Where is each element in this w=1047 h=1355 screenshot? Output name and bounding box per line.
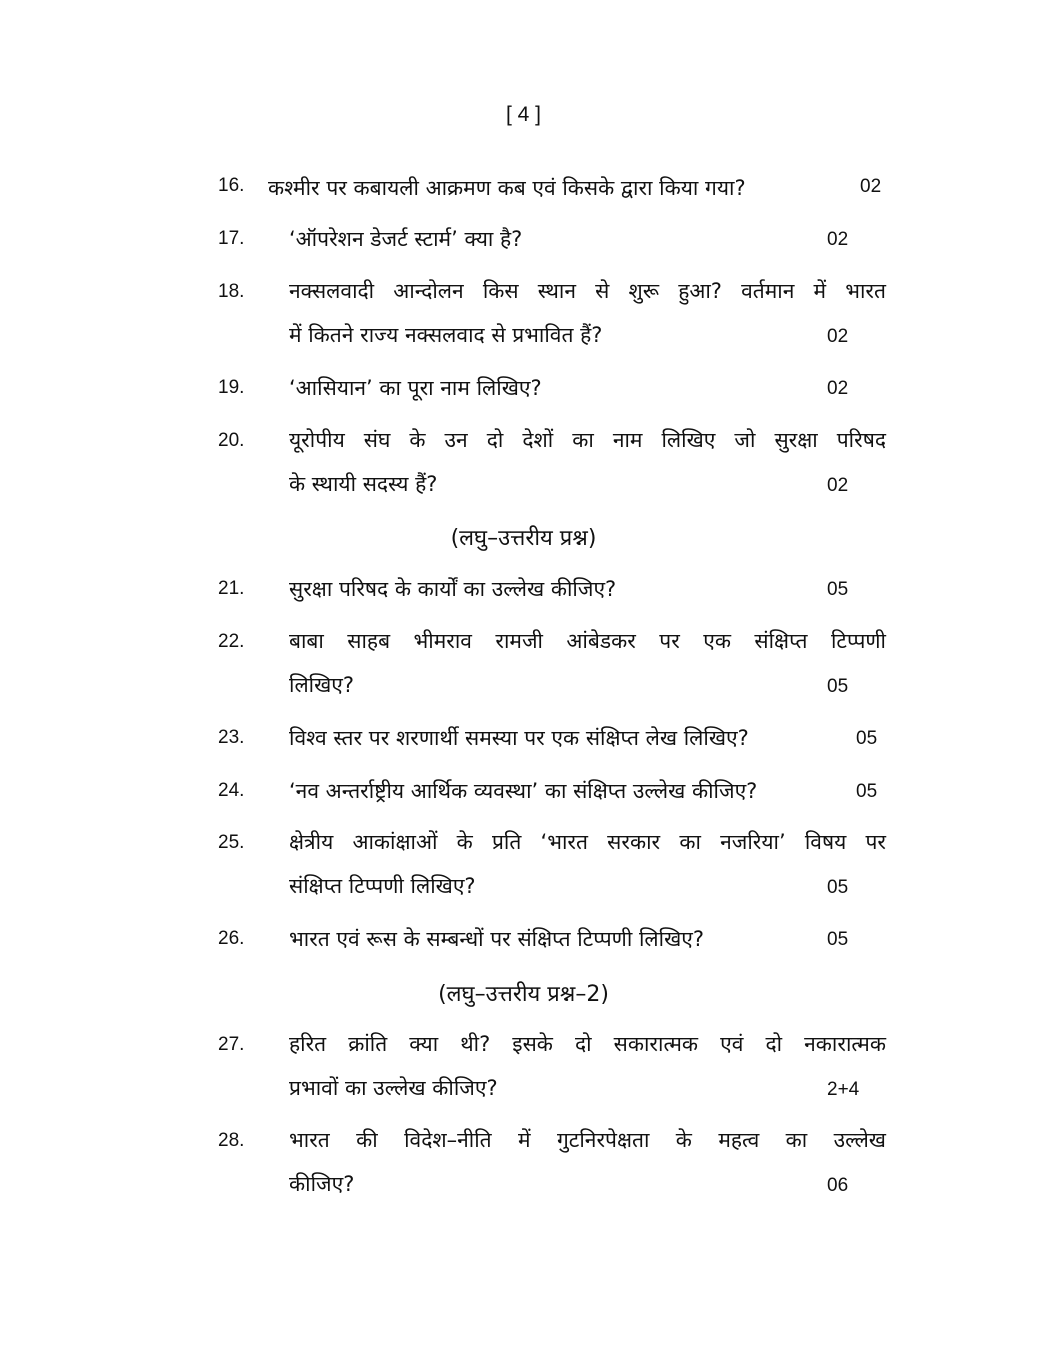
question-text: ‘ऑपरेशन डेजर्ट स्टार्म’ क्या है? [289,227,523,251]
question-number: 18. [218,281,245,302]
question-number: 27. [218,1034,245,1055]
question-number: 19. [218,377,245,398]
question-number: 22. [218,631,245,652]
question-text-line: प्रभावों का उल्लेख कीजिए? [289,1076,498,1100]
question-text-line: भारत की विदेश–नीति में गुटनिरपेक्षता के महत्व का उल्लेख [289,1128,886,1152]
question-text-line: बाबा साहब भीमराव रामजी आंबेडकर पर एक संक्षिप्त टिप्पणी [289,629,886,653]
question-marks: 06 [827,1175,849,1196]
question-marks: 05 [827,929,849,950]
question-marks: 05 [827,877,849,898]
question-number: 25. [218,832,245,853]
question-marks: 05 [827,676,849,697]
section-heading-short-answer: (लघु–उत्तरीय प्रश्न) [450,526,597,551]
question-marks: 02 [827,378,849,399]
question-number: 16. [218,175,245,196]
question-text-line: क्षेत्रीय आकांक्षाओं के प्रति ‘भारत सरकार का नजरिया’ विषय पर [289,830,886,854]
question-text-line: लिखिए? [289,673,355,697]
question-marks: 02 [827,229,849,250]
question-number: 17. [218,228,245,249]
section-heading-short-answer-2: (लघु–उत्तरीय प्रश्न–2) [438,982,609,1007]
question-text: सुरक्षा परिषद के कार्यों का उल्लेख कीजिए? [289,577,617,601]
question-text: ‘आसियान’ का पूरा नाम लिखिए? [289,376,542,400]
question-number: 21. [218,578,245,599]
question-marks: 02 [827,326,849,347]
question-text-line: नक्सलवादी आन्दोलन किस स्थान से शुरू हुआ? वर्तमान में भारत [289,279,886,303]
question-marks: 02 [860,176,882,197]
question-number: 20. [218,430,245,451]
question-number: 24. [218,780,245,801]
question-text-line: में कितने राज्य नक्सलवाद से प्रभावित हैं? [289,323,603,347]
question-text: ‘नव अन्तर्राष्ट्रीय आर्थिक व्यवस्था’ का संक्षिप्त उल्लेख कीजिए? [289,779,758,803]
question-number: 23. [218,727,245,748]
question-text-line: कीजिए? [289,1172,355,1196]
question-number: 28. [218,1130,245,1151]
question-text: विश्व स्तर पर शरणार्थी समस्या पर एक संक्षिप्त लेख लिखिए? [289,726,749,750]
question-number: 26. [218,928,245,949]
question-marks: 2+4 [827,1079,860,1100]
question-text-line: यूरोपीय संघ के उन दो देशों का नाम लिखिए जो सुरक्षा परिषद [289,428,886,452]
question-text: कश्मीर पर कबायली आक्रमण कब एवं किसके द्वारा किया गया? [268,176,746,200]
question-marks: 05 [827,579,849,600]
question-marks: 05 [856,728,878,749]
question-text-line: हरित क्रांति क्या थी? इसके दो सकारात्मक एवं दो नकारात्मक [289,1032,886,1056]
page-number: [ 4 ] [505,103,542,126]
question-text: भारत एवं रूस के सम्बन्धों पर संक्षिप्त टिप्पणी लिखिए? [289,927,705,951]
question-text-line: के स्थायी सदस्य हैं? [289,472,438,496]
question-marks: 05 [856,781,878,802]
question-marks: 02 [827,475,849,496]
question-text-line: संक्षिप्त टिप्पणी लिखिए? [289,874,476,898]
